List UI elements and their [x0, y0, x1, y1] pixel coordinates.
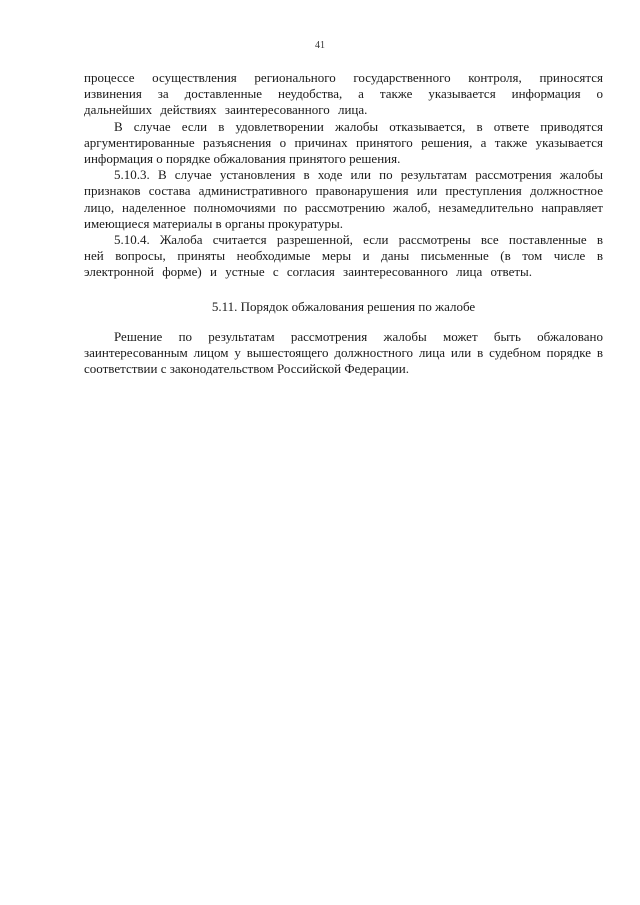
page-number: 41	[315, 40, 325, 51]
section-heading-5-11: 5.11. Порядок обжалования решения по жалобе	[211, 298, 476, 314]
paragraph-5-10-4: 5.10.4. Жалоба считается разрешенной, если рассмотрены все поставленные в ней вопросы, приняты необходимые меры и даны письменные (в том числе в электронной форме) и устные с согласия заинтересованного лица ответы.	[84, 232, 603, 280]
document-body	[84, 70, 603, 377]
paragraph-appeal: Решение по результатам рассмотрения жалобы может быть обжаловано заинтересованным лицом у вышестоящего должностного лица или в судебном порядке в соответствии с законодательством Российской Федерации.	[84, 328, 603, 377]
paragraph-refusal: В случае если в удовлетворении жалобы отказывается, в ответе приводятся аргументированные разъяснения о причинах принятого решения, а также указывается информация о порядке обжалования принятого решения.	[84, 118, 603, 167]
paragraph-5-10-3: 5.10.3. В случае установления в ходе или по результатам рассмотрения жалобы признаков состава административного правонарушения или преступления должностное лицо, наделенное полномочиями по рассмотрению жалоб, незамедлительно направляет имеющиеся материалы в органы прокуратуры.	[84, 167, 603, 231]
paragraph-continuation: процессе осуществления регионального государственного контроля, приносятся извинения за доставленные неудобства, а также указывается информация о дальнейших действиях заинтересованного лица.	[84, 70, 603, 118]
